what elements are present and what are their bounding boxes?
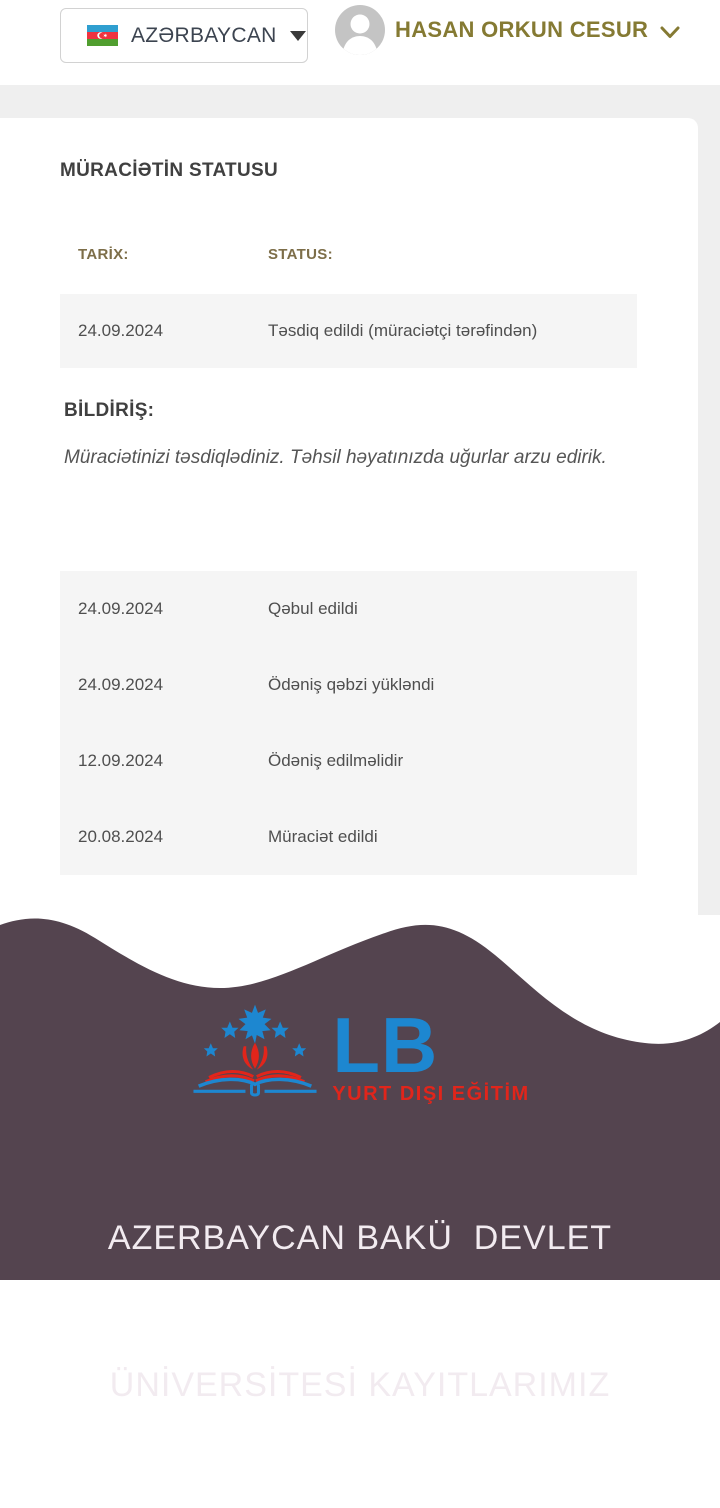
lb-logo-mark-icon (190, 996, 320, 1106)
user-menu[interactable] (335, 5, 680, 55)
history-row (60, 799, 637, 875)
user-name: HASAN ORKUN CESUR (395, 17, 649, 42)
caption-line1: AZERBAYCAN BAKÜ DEVLET (107, 1219, 613, 1257)
history-row (60, 571, 637, 647)
history-list (60, 571, 637, 875)
history-date: 24.09.2024 (78, 599, 164, 618)
column-header-date: TARİX: (78, 246, 129, 263)
top-bar (0, 0, 720, 85)
notice-message: Müraciətinizi təsdiqlədiniz. Təhsil həyatınızda uğurlar arzu edirik. (64, 447, 607, 468)
footer (0, 900, 720, 1404)
caption-line2: ÜNİVERSİTESİ KAYITLARIMIZ (109, 1366, 611, 1404)
history-date: 24.09.2024 (78, 675, 164, 694)
history-date: 12.09.2024 (78, 751, 164, 770)
notice-title: BİLDİRİŞ: (64, 400, 155, 421)
logo-text-lb: LB (332, 1001, 439, 1089)
azerbaijan-flag-icon (87, 25, 118, 46)
logo-text-block (332, 1001, 530, 1106)
footer-content (0, 900, 720, 1404)
avatar (335, 5, 385, 55)
language-selector[interactable] (60, 8, 308, 63)
section-title: MÜRACİƏTİN STATUSU (60, 160, 278, 181)
lb-logo (0, 996, 720, 1106)
history-status: Ödəniş edilməlidir (268, 751, 404, 770)
current-status-row (60, 294, 637, 368)
language-label: AZƏRBAYCAN (131, 23, 277, 47)
logo-subtext: YURT DIŞI EĞİTİM (332, 1083, 530, 1105)
history-status: Ödəniş qəbzi yükləndi (268, 675, 435, 694)
history-date: 20.08.2024 (78, 827, 164, 846)
history-row (60, 723, 637, 799)
chevron-down-icon (660, 26, 680, 39)
caret-down-icon (290, 31, 306, 41)
table-column-headers (60, 246, 637, 263)
column-header-status: STATUS: (268, 246, 333, 263)
current-status-text: Təsdiq edildi (müraciətçi tərəfindən) (268, 321, 538, 340)
history-status: Müraciət edildi (268, 827, 378, 846)
history-row (60, 647, 637, 723)
history-status: Qəbul edildi (268, 599, 358, 618)
status-card (0, 118, 698, 915)
current-status-date: 24.09.2024 (78, 321, 164, 340)
footer-caption (0, 1116, 720, 1508)
